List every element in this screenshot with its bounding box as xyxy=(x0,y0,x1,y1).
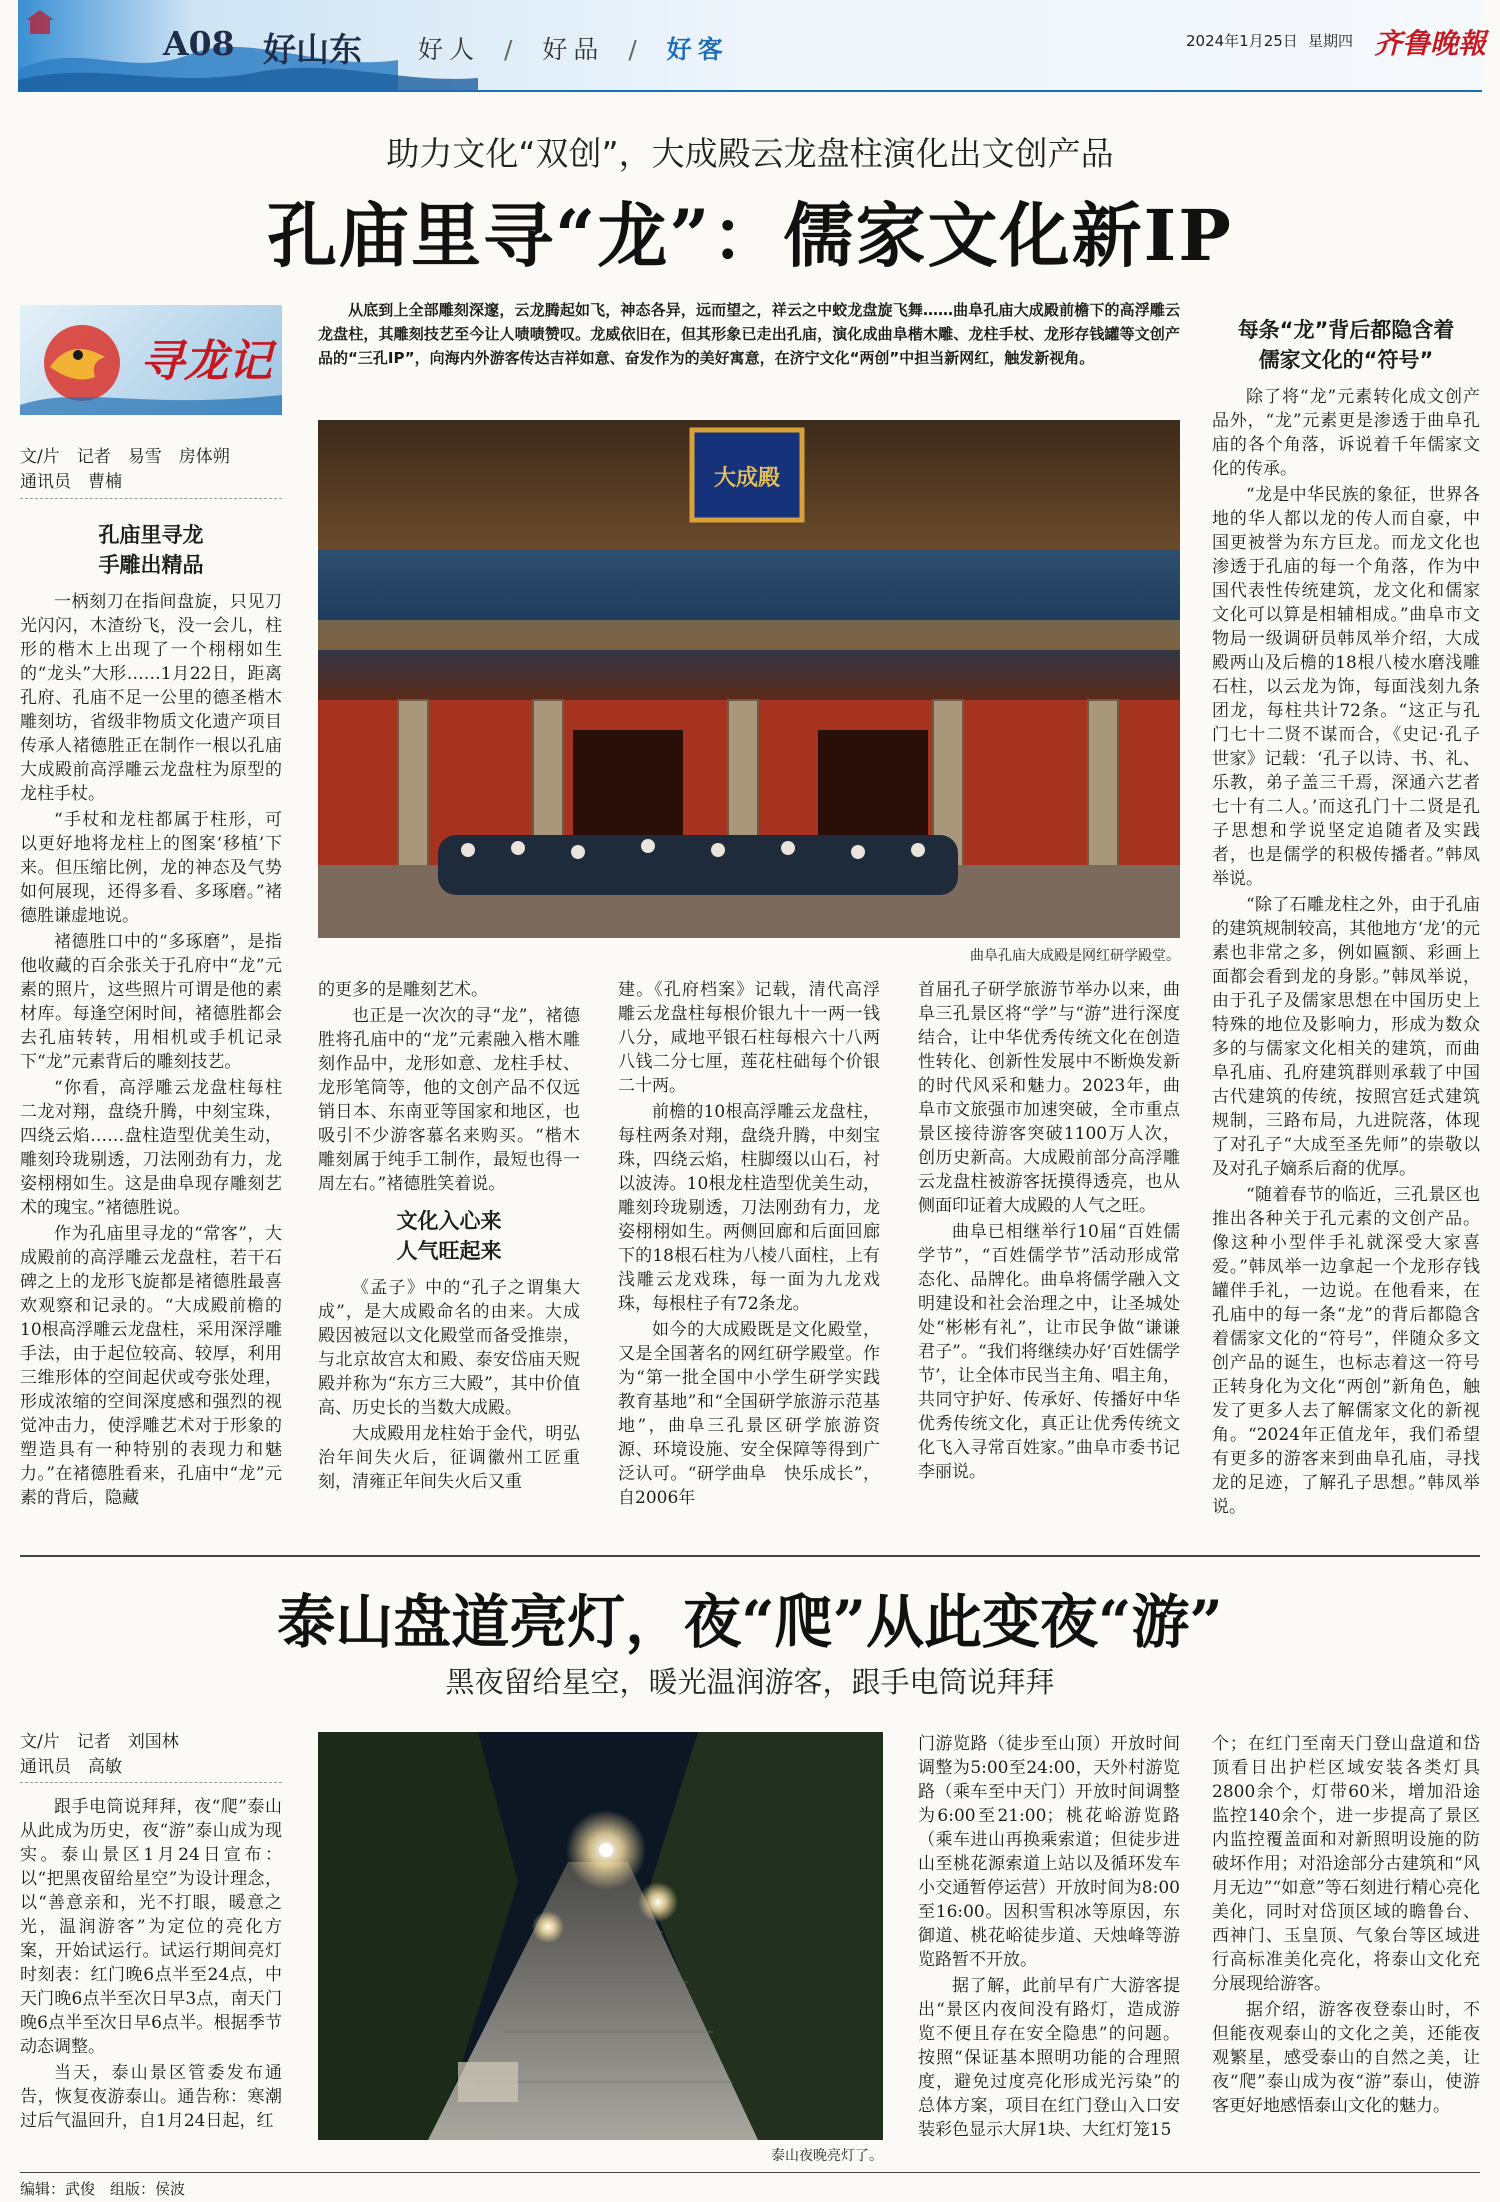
paragraph: 曲阜已相继举行10届“百姓儒学节”，“百姓儒学节”活动形成常态化、品牌化。曲阜将儒学融入文明建设和社会治理之中，让圣城处处“彬彬有礼”，让市民争做“谦谦君子”。“我们将继续办好‘百姓儒学节’，让全体市民当主角、唱主角，共同守护好、传承好、传播好中华优秀传统文化，真正让优秀传统文化飞入寻常百姓家。”曲阜市委书记李丽说。 xyxy=(918,1222,1180,1482)
article2-col2 xyxy=(918,1732,1180,2172)
article1-lede: 从底到上全部雕刻深邃，云龙腾起如飞，神态各异，远而望之，祥云之中蛟龙盘旋飞舞……曲阜孔庙大成殿前檐下的高浮雕云龙盘柱，其雕刻技艺至今让人啧啧赞叹。龙威依旧在，但其形象已走出孔庙，演化成曲阜楷木雕、龙柱手杖、龙形存钱罐等文创产品的“三孔IP”，向海内外游客传达吉祥如意、奋发作为的美好寓意，在济宁文化“两创”中担当新网红，触发新视角。 xyxy=(318,301,1180,367)
masthead-tag: 好品 xyxy=(542,35,605,64)
paragraph: 大成殿用龙柱始于金代，明弘治年间失火后，征调徽州工匠重刻，清雍正年间失火后又重 xyxy=(318,1424,580,1492)
paragraph: 褚德胜口中的“多琢磨”，是指他收藏的百余张关于孔府中“龙”元素的照片，这些照片可谓是他的素材库。每逢空闲时间，褚德胜都会去孔庙转转，用相机或手机记录下“龙”元素背后的雕刻技艺。 xyxy=(20,932,282,1072)
paragraph: 《孟子》中的“孔子之谓集大成”，是大成殿命名的由来。大成殿因被冠以文化殿堂而备受推崇，与北京故宫太和殿、泰安岱庙天贶殿并称为“东方三大殿”，其中价值高、历史长的当数大成殿。 xyxy=(318,1278,580,1418)
paragraph: 个；在红门至南天门登山盘道和岱顶看日出护栏区域安装各类灯具2800余个，灯带60米，增加沿途监控140余个，进一步提高了景区内监控覆盖面和对新照明设施的防破坏作用；对沿途部分古建筑和“风月无边”“如意”等石刻进行精心亮化美化，同时对岱顶区域的瞻鲁台、西神门、玉皇顶、气象台等区域进行高标准美化亮化，将泰山文化充分展现给游客。 xyxy=(1212,1734,1480,1994)
column-logo-text: 寻龙记 xyxy=(140,336,272,387)
byline-reporters: 文/片 记者 易雪 房体朔 xyxy=(20,447,230,467)
article1-col6 xyxy=(1212,305,1480,1545)
paragraph: 建。《孔府档案》记载，清代高浮雕云龙盘柱每根价银九十一两一钱八分，咸地平银石柱每根六十八两八钱二分七厘，莲花柱础每个价银二十两。 xyxy=(618,980,880,1096)
column-logo xyxy=(20,305,282,415)
paragraph: 据了解，此前早有广大游客提出“景区内夜间没有路灯，造成游览不便且存在安全隐患”的问题。按照“保证基本照明功能的合理照度，避免过度亮化形成光污染”的总体方案，项目在红门登山入口安装彩色显示大屏1块、大红灯笼15 xyxy=(918,1976,1180,2140)
dacheng-hall-photo xyxy=(318,420,1180,938)
subhead-2: 文化入心来 人气旺起来 xyxy=(396,1209,502,1263)
paragraph: “手杖和龙柱都属于柱形，可以更好地将龙柱上的图案‘移植’下来。但压缩比例，龙的神态及气势如何展现，还得多看、多琢磨。”褚德胜谦虚地说。 xyxy=(20,810,282,926)
section-name: 好山东 xyxy=(263,30,362,69)
article1-col5 xyxy=(918,978,1180,1538)
paragraph: 除了将“龙”元素转化成文创产品外，“龙”元素更是渗透于曲阜孔庙的各个角落，诉说着千年儒家文化的传承。 xyxy=(1212,387,1480,479)
paragraph: 首届孔子研学旅游节举办以来，曲阜三孔景区将“学”与“游”进行深度结合，让中华优秀传统文化在创造性转化、创新性发展中不断焕发新的时代风采和魅力。2023年，曲阜市文旅强市加速突破，全市重点景区接待游客突破1100万人次，创历史新高。大成殿前部分高浮雕云龙盘柱被游客抚摸得透亮，也从侧面印证着大成殿的人气之旺。 xyxy=(918,980,1180,1216)
paragraph: “你看，高浮雕云龙盘柱每柱二龙对翔，盘绕升腾，中刻宝珠，四绕云焰……盘柱造型优美生动，雕刻玲珑剔透，刀法刚劲有力，龙姿栩栩如生。这是曲阜现存雕刻艺术的瑰宝。”褚德胜说。 xyxy=(20,1078,282,1218)
paragraph: 一柄刻刀在指间盘旋，只见刀光闪闪，木渣纷飞，没一会儿，柱形的楷木上出现了一个栩栩如生的“龙头”大形……1月22日，距离孔府、孔庙不足一公里的德圣楷木雕刻坊，省级非物质文化遗产项目传承人褚德胜正在制作一根以孔庙大成殿前高浮雕云龙盘柱为原型的龙柱手杖。 xyxy=(20,592,282,804)
paragraph: 前檐的10根高浮雕云龙盘柱，每柱两条对翔，盘绕升腾，中刻宝珠，四绕云焰，柱脚缀以山石，衬以波涛。10根龙柱造型优美生动，雕刻玲珑剔透，刀法刚劲有力，龙姿栩栩如生。两侧回廊和后面回廊下的18根石柱为八棱八面柱，上有浅雕云龙戏珠，每一面为九龙戏珠，每根柱子有72条龙。 xyxy=(618,1102,880,1314)
night-path-illustration xyxy=(318,1732,883,2140)
paragraph: 据介绍，游客夜登泰山时，不但能夜观泰山的文化之美，还能夜观繁星，感受泰山的自然之美，让夜“爬”泰山成为夜“游”泰山，使游客更好地感悟泰山文化的魅力。 xyxy=(1212,2000,1480,2116)
article1-headline: 孔庙里寻“龙”：儒家文化新IP xyxy=(267,194,1233,277)
masthead xyxy=(18,0,1487,92)
taishan-night-photo xyxy=(318,1732,883,2140)
paragraph: 的更多的是雕刻艺术。 xyxy=(318,980,488,1000)
article1-col4 xyxy=(618,978,880,1538)
issue-date: 2024年1月25日 xyxy=(1186,32,1298,50)
paragraph: 如今的大成殿既是文化殿堂，又是全国著名的网红研学殿堂。作为“第一批全国中小学生研学实践教育基地”和“全国研学旅游示范基地”，曲阜三孔景区研学旅游资源、环境设施、安全保障等得到广泛认可。“研学曲阜 快乐成长”，自2006年 xyxy=(618,1320,880,1508)
photo-caption: 曲阜孔庙大成殿是网红研学殿堂。 xyxy=(970,948,1180,964)
article1-byline xyxy=(20,445,282,495)
issue-weekday: 星期四 xyxy=(1308,32,1354,50)
hall-plaque-text: 大成殿 xyxy=(713,465,781,491)
byline-correspondent: 通讯员 曹楠 xyxy=(20,472,122,492)
article1-col2 xyxy=(318,978,580,1538)
article2-headline: 泰山盘道亮灯，夜“爬”从此变夜“游” xyxy=(277,1588,1223,1656)
divider xyxy=(20,498,282,499)
article1-kicker: 助力文化“双创”，大成殿云龙盘柱演化出文创产品 xyxy=(386,134,1114,173)
article2-deck: 黑夜留给星空，暖光温润游客，跟手电筒说拜拜 xyxy=(445,1665,1055,1699)
masthead-separator: / xyxy=(503,35,519,64)
footer-divider xyxy=(20,2172,1480,2173)
paragraph: “除了石雕龙柱之外，由于孔庙的建筑规制较高，其他地方‘龙’的元素也非常之多，例如匾额、彩画上面都会看到龙的身影。”韩凤举说，由于孔子及儒家思想在中国历史上特殊的地位及影响力，形成为数众多的与儒家文化相关的建筑，而曲阜孔庙、孔府建筑群则承载了中国古代建筑的传统，按照宫廷式建筑规制，三路布局，九进院落，体现了对孔子“大成至圣先师”的崇敬以及对孔子嫡系后裔的优厚。 xyxy=(1212,895,1480,1179)
article2-byline xyxy=(20,1730,282,1780)
paragraph: 跟手电筒说拜拜，夜“爬”泰山从此成为历史，夜“游”泰山成为现实。泰山景区1月24日宣布：以“把黑夜留给星空”为设计理念，以“善意亲和，光不打眼，暖意之光，温润游客”为定位的亮化方案，开始试运行。试运行期间亮灯时刻表：红门晚6点半至24点，中天门晚6点半至次日早3点，南天门晚6点半至次日早6点半。根据季节动态调整。 xyxy=(20,1797,282,2057)
footer-credits: 编辑：武俊 组版：侯波 xyxy=(20,2180,186,2198)
masthead-tag: 好人 xyxy=(418,35,481,64)
article2-col1 xyxy=(20,1795,282,2175)
paragraph: “随着春节的临近，三孔景区也推出各种关于孔元素的文创产品。像这种小型伴手礼就深受大家喜爱。”韩凤举一边拿起一个龙形存钱罐伴手礼，一边说。在他看来，在孔庙中的每一条“龙”的背后都隐含着儒家文化的“符号”，伴随众多文创产品的诞生，也标志着这一符号正转身化为文化“两创”新角色，触发了更多人去了解儒家文化的新视角。“2024年正值龙年，我们希望有更多的游客来到曲阜孔庙，寻找龙的足迹，了解孔子思想。”韩凤举说。 xyxy=(1212,1185,1480,1517)
divider xyxy=(20,1782,282,1783)
masthead-separator: / xyxy=(628,35,643,64)
article2-col3 xyxy=(1212,1732,1480,2172)
temple-illustration xyxy=(318,420,1180,938)
byline-reporter: 文/片 记者 刘国林 xyxy=(20,1732,179,1752)
subhead-1: 孔庙里寻龙 手雕出精品 xyxy=(98,523,204,577)
newspaper-logo: 齐鲁晚報 xyxy=(1374,27,1487,60)
photo-caption: 泰山夜晚亮灯了。 xyxy=(771,2148,883,2164)
byline-correspondent: 通讯员 高敏 xyxy=(20,1757,122,1777)
paragraph: 也正是一次次的寻“龙”，褚德胜将孔庙中的“龙”元素融入楷木雕刻作品中，龙形如意、龙柱手杖、龙形笔筒等，他的文创产品不仅远销日本、东南亚等国家和地区，也吸引不少游客慕名来购买。“楷木雕刻属于纯手工制作，最短也得一周左右。”褚德胜笑着说。 xyxy=(318,1006,580,1194)
subhead-3: 每条“龙”背后都隐含着 儒家文化的“符号” xyxy=(1237,318,1455,372)
page-code: A08 xyxy=(163,24,235,63)
masthead-tag-active: 好客 xyxy=(666,35,729,64)
article-divider xyxy=(20,1555,1480,1557)
paragraph: 当天，泰山景区管委发布通告，恢复夜游泰山。通告称：寒潮过后气温回升，自1月24日起，红 xyxy=(20,2063,282,2131)
paragraph: 门游览路（徒步至山顶）开放时间调整为5:00至24:00，天外村游览路（乘车至中天门）开放时间调整为6:00至21:00；桃花峪游览路（乘车进山再换乘索道；但徒步进山至桃花源索道上站以及循环发车小交通暂停运营）开放时间为8:00至16:00。因积雪积冰等原因，东御道、桃花峪徒步道、天烛峰等游览路暂不开放。 xyxy=(918,1734,1180,1970)
paragraph: 作为孔庙里寻龙的“常客”，大成殿前的高浮雕云龙盘柱，若干石碑之上的龙形飞旋都是褚德胜最喜欢观察和记录的。“大成殿前檐的10根高浮雕云龙盘柱，采用深浮雕手法，由于起位较高、较厚，利用三维形体的空间起伏或夸张处理，形成浓缩的空间深度感和强烈的视觉冲击力，使浮雕艺术对于形象的塑造具有一种特别的表现力和魅力。”在褚德胜看来，孔庙中“龙”元素的背后，隐藏 xyxy=(20,1224,282,1508)
paragraph: “龙是中华民族的象征，世界各地的华人都以龙的传人而自豪，中国更被誉为东方巨龙。而龙文化也渗透于孔庙的每一个角落，作为中国代表性传统建筑，龙文化和儒家文化可以算是相辅相成。”曲阜市文物局一级调研员韩凤举介绍，大成殿两山及后檐的18根八棱水磨浅雕石柱，以云龙为饰，每面浅刻九条团龙，每柱共计72条。“这正与孔门七十二贤不谋而合，《史记·孔子世家》记载：‘孔子以诗、书、礼、乐教，弟子盖三千焉，深通六艺者七十有二人。’而这孔门十二贤是孔子思想和学说坚定追随者及实践者，也是儒学的积极传播者。”韩凤举说。 xyxy=(1212,485,1480,889)
article1-col1 xyxy=(20,510,282,1510)
